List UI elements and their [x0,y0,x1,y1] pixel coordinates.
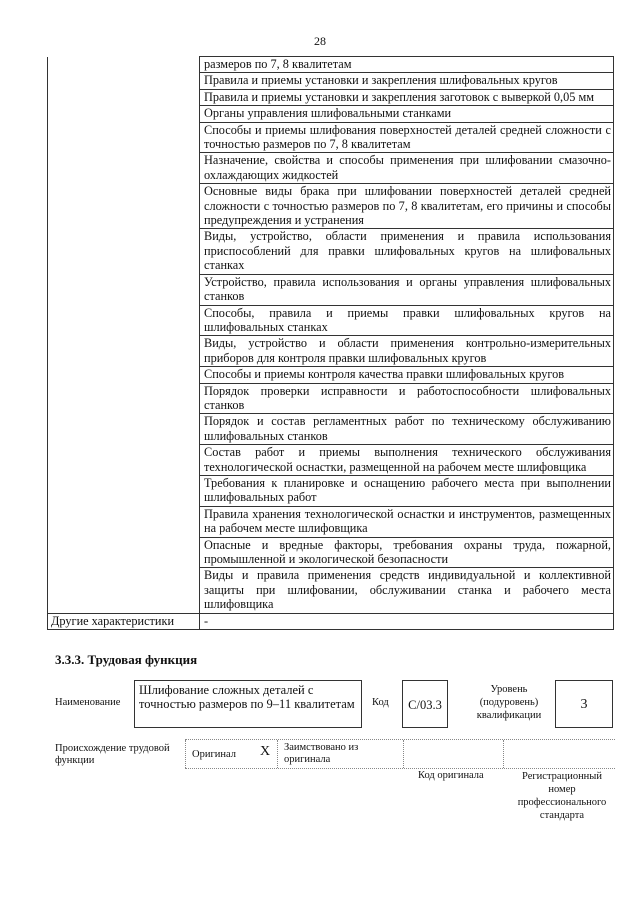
page-number: 28 [314,34,326,48]
reg-number-cell [503,740,615,768]
code-label: Код [372,697,389,708]
knowledge-item: Виды, устройство и области применения контрольно-измерительных приборов для контроля правки шлифовальных кругов [200,336,614,367]
knowledge-item: Устройство, правила использования и органы управления шлифовальных станков [200,274,614,305]
borrowed-cell [277,740,403,768]
knowledge-item: Правила хранения технологической оснастки и инструментов, размещенных на рабочем месте шлифовщика [200,506,614,537]
knowledge-table [47,56,614,630]
knowledge-item: Виды и правила применения средств индивидуальной и коллективной защиты при шлифовании, обслуживании станка и рабочего места шлифовщика [200,568,614,613]
knowledge-item: Органы управления шлифовальными станками [200,106,614,122]
knowledge-item: Требования к планировке и оснащению рабочего места при выполнении шлифовальных работ [200,475,614,506]
qualification-level-value: 3 [555,680,613,728]
knowledge-item: Основные виды брака при шлифовании поверхностей деталей средней сложности с точностью размеров по 7, 8 квалитетам, его причины и способы предупреждения и устранения [200,184,614,229]
original-mark: X [260,744,271,759]
knowledge-item: Порядок проверки исправности и работоспособности шлифовальных станков [200,383,614,414]
knowledge-item: Опасные и вредные факторы, требования охраны труда, пожарной, промышленной и экологической безопасности [200,537,614,568]
knowledge-item: Правила и приемы установки и закрепления шлифовальных кругов [200,73,614,89]
origin-row [185,739,615,769]
knowledge-item: Способы, правила и приемы правки шлифовальных кругов на шлифовальных станках [200,305,614,336]
knowledge-item: Виды, устройство, области применения и правила использования приспособлений для правки шлифовальных кругов на шлифовальных станках [200,229,614,274]
table-row [48,613,614,629]
section-title: 3.3.3. Трудовая функция [55,652,198,667]
knowledge-item: Правила и приемы установки и закрепления заготовок с выверкой 0,05 мм [200,89,614,105]
knowledge-item: Назначение, свойства и способы применения при шлифовании смазочно-охлаждающих жидкостей [200,153,614,184]
code-original-caption: Код оригинала [418,770,484,781]
knowledge-item: Способы и приемы шлифования поверхностей деталей средней сложности с точностью размеров по 7, 8 квалитетам [200,122,614,153]
other-characteristics-label: Другие характеристики [48,613,200,629]
knowledge-item: Порядок и состав регламентных работ по техническому обслуживанию шлифовальных станков [200,414,614,445]
function-code-value: C/03.3 [402,680,448,728]
original-cell [185,740,277,768]
level-label: Уровень (подуровень) квалификации [476,684,542,721]
left-column-cell [48,57,200,614]
knowledge-item: Способы и приемы контроля качества правки шлифовальных кругов [200,367,614,383]
knowledge-item: размеров по 7, 8 квалитетам [200,57,614,73]
reg-number-caption: Регистрационный номер профессионального стандарта [517,771,607,821]
name-label: Наименование [55,697,121,708]
function-name-value: Шлифование сложных деталей с точностью размеров по 9–11 квалитетам [134,680,362,728]
origin-label: Происхождение трудовой функции [55,743,170,766]
knowledge-item: Состав работ и приемы выполнения технического обслуживания технологической оснастки, размещенной на рабочем месте шлифовщика [200,445,614,476]
table-row [48,57,614,73]
original-label: Оригинал [192,749,236,760]
borrowed-label: Заимствовано из оригинала [284,742,359,765]
other-characteristics-value: - [200,613,614,629]
code-original-cell [403,740,503,768]
